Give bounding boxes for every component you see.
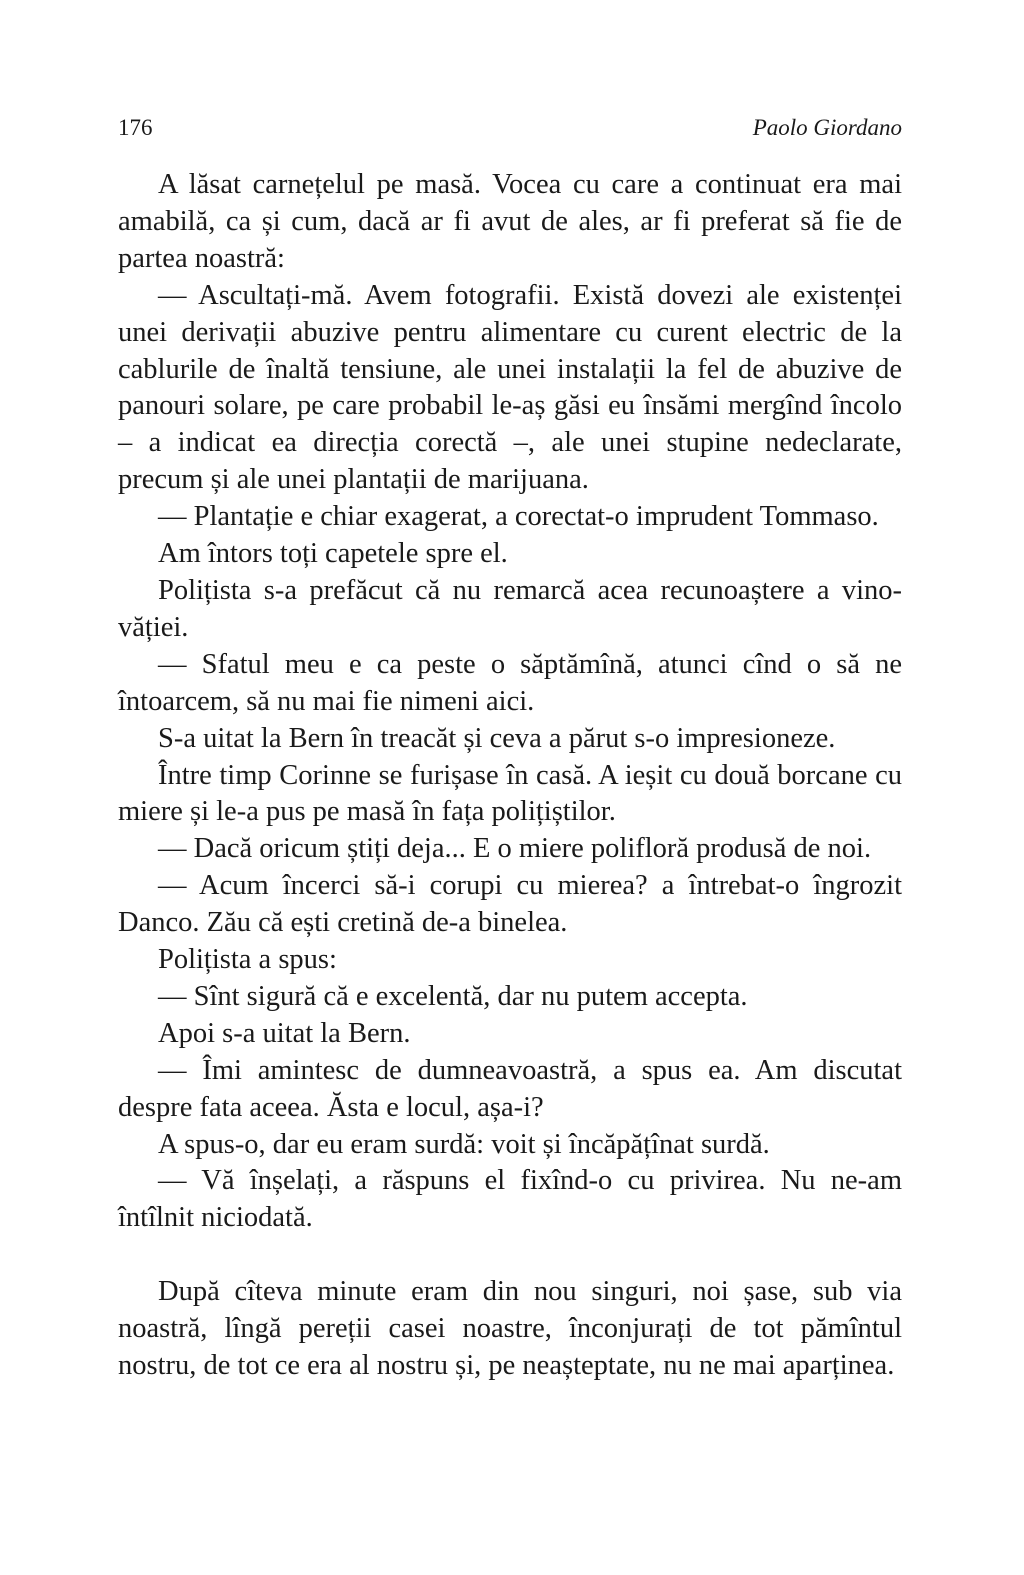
page-number: 176 [118,115,153,140]
paragraph: Apoi s-a uitat la Bern. [158,1017,411,1049]
paragraph: Polițista s-a prefăcut că nu remarcă acea recunoaștere a vinovăției. [118,574,902,643]
book-page [118,0,902,1575]
running-head-author: Paolo Giordano [752,115,902,140]
paragraph: Polițista a spus: [158,944,337,976]
paragraph: Între timp Corinne se furișase în casă. A ieșit cu două borcane cu miere și le-a pus pe masă în fața polițiștilor. [118,759,902,828]
paragraph: — Plantație e chiar exagerat, a corectat-o imprudent Tommaso. [158,501,879,533]
paragraph: — Vă înșelați, a răspuns el fixînd-o cu privirea. Nu ne-am întîlnit niciodată. [118,1165,902,1234]
paragraph: Am întors toți capetele spre el. [158,538,508,570]
paragraph: A spus-o, dar eu eram surdă: voit și încăpățînat surdă. [158,1128,770,1160]
paragraph: — Sînt sigură că e excelentă, dar nu putem accepta. [158,980,748,1012]
running-head [118,112,902,144]
paragraph: S-a uitat la Bern în treacăt și ceva a părut s-o impresioneze. [158,722,836,754]
paragraph: A lăsat carnețelul pe masă. Vocea cu care a continuat era mai amabilă, ca și cum, dacă ar fi avut de ales, ar fi preferat să fie de partea noastră: [118,169,902,274]
paragraph: — Acum încerci să-i corupi cu mierea? a întrebat-o îngrozit Danco. Zău că ești cretină de-a binelea. [118,870,902,939]
paragraph: — Dacă oricum știți deja... E o miere polifloră produsă de noi. [158,833,872,865]
section-break [118,1237,902,1274]
closing-paragraph: După cîteva minute eram din nou singuri, noi șase, sub via noastră, lîngă pereții casei noastre, înconjurați de tot pămîntul nostru, de tot ce era al nostru și, pe neașteptate, nu ne mai aparținea. [118,1276,902,1381]
paragraph: — Sfatul meu e ca peste o săptămînă, atunci cînd o să ne întoarcem, să nu mai fie nimeni aici. [118,648,902,717]
paragraph: — Ascultați-mă. Avem fotografii. Există dovezi ale existenței unei derivații abuzive pentru alimentare cu curent electric de la cablurile de înaltă tensiune, ale unei instalații la fel de abuzive de panouri solare, pe care probabil le-aș găsi eu însămi mergînd încolo – a indicat ea direcția corectă –, ale unei stupine nedeclarate, precum și ale unei plantații de marijuana. [118,279,902,496]
paragraph: — Îmi amintesc de dumneavoastră, a spus ea. Am discutat despre fata aceea. Ăsta e locul, așa-i? [118,1054,902,1123]
body-text [118,167,902,1385]
